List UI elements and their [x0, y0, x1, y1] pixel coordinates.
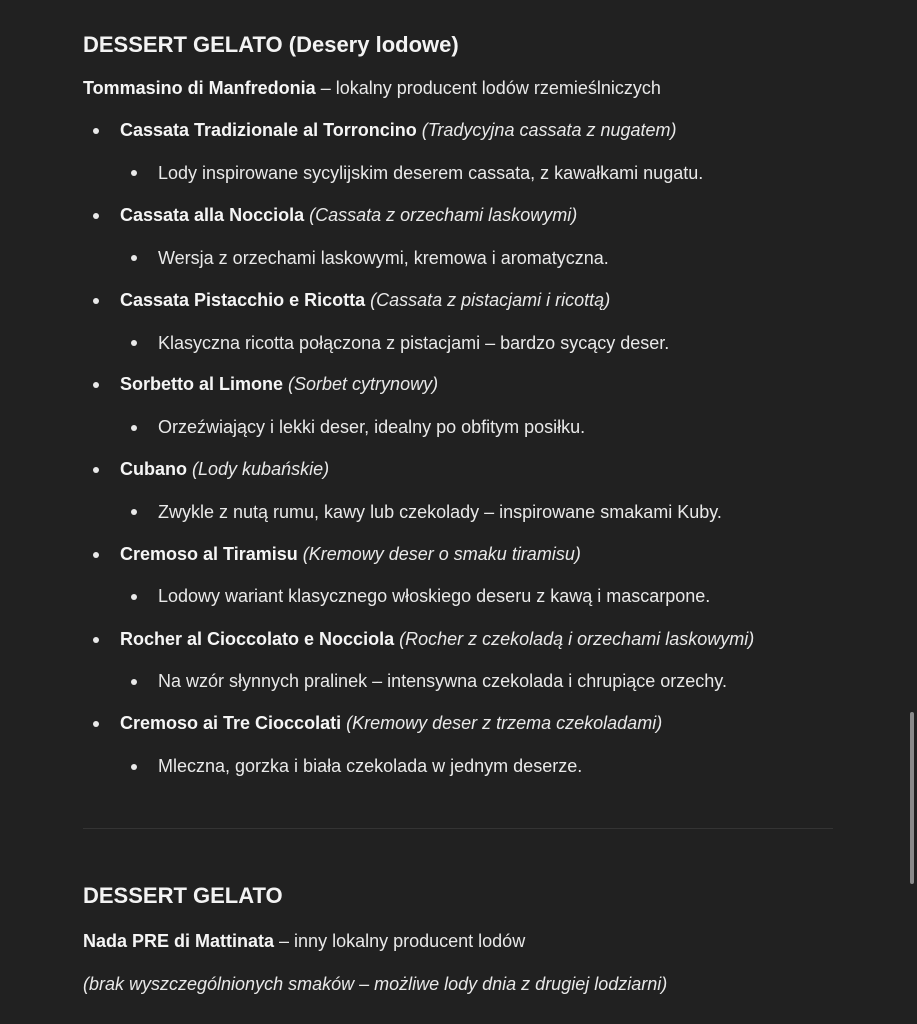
list-item-tre-cioccolati — [120, 714, 662, 732]
note-text: (brak wyszczególnionych smaków – możliwe lody dnia z drugiej lodziarni) — [83, 974, 668, 994]
sub-bullet-icon — [131, 425, 137, 431]
list-item-cassata-nocciola — [120, 206, 577, 224]
vertical-scrollbar[interactable] — [910, 712, 914, 884]
list-item-sorbetto-limone — [120, 375, 438, 393]
bullet-icon — [93, 721, 99, 727]
producer-name: Nada PRE di Mattinata — [83, 931, 275, 951]
item-name: Rocher al Cioccolato e Nocciola — [120, 629, 395, 649]
bullet-icon — [93, 128, 99, 134]
section-title-dessert-gelato-desery-lodowe: DESSERT GELATO (Desery lodowe) — [83, 32, 459, 57]
item-translation: (Cassata z orzechami laskowymi) — [309, 205, 578, 225]
item-translation: (Cassata z pistacjami i ricottą) — [370, 290, 611, 310]
item-name: Cremoso al Tiramisu — [120, 544, 298, 564]
list-item-cremoso-tiramisu — [120, 545, 581, 563]
producer-description: – inny lokalny producent lodów — [274, 931, 526, 951]
list-item-cassata-tradizionale — [120, 121, 677, 139]
item-translation: (Rocher z czekoladą i orzechami laskowymi) — [399, 629, 755, 649]
item-description: Lodowy wariant klasycznego włoskiego deseru z kawą i mascarpone. — [158, 586, 711, 606]
bullet-icon — [93, 298, 99, 304]
section-title-dessert-gelato: DESSERT GELATO — [83, 883, 283, 908]
item-name: Cassata alla Nocciola — [120, 205, 305, 225]
sub-bullet-icon — [131, 764, 137, 770]
sub-bullet-icon — [131, 594, 137, 600]
list-item-rocher — [120, 630, 754, 648]
item-name: Cassata Pistacchio e Ricotta — [120, 290, 366, 310]
item-translation: (Tradycyjna cassata z nugatem) — [421, 120, 677, 140]
item-description: Orzeźwiający i lekki deser, idealny po obfitym posiłku. — [158, 417, 586, 437]
producer-line-nada-pre — [83, 932, 525, 950]
list-item-cubano — [120, 460, 329, 478]
item-description: Lody inspirowane sycylijskim deserem cassata, z kawałkami nugatu. — [158, 163, 704, 183]
producer-description: – lokalny producent lodów rzemieślniczych — [315, 78, 661, 98]
item-description: Mleczna, gorzka i biała czekolada w jednym deserze. — [158, 756, 583, 776]
item-description: Wersja z orzechami laskowymi, kremowa i aromatyczna. — [158, 248, 609, 268]
bullet-icon — [93, 467, 99, 473]
list-item-cassata-pistacchio — [120, 291, 610, 309]
item-translation: (Kremowy deser z trzema czekoladami) — [346, 713, 663, 733]
producer-line-tommasino — [83, 79, 661, 97]
item-translation: (Sorbet cytrynowy) — [288, 374, 439, 394]
producer-name: Tommasino di Manfredonia — [83, 78, 316, 98]
bullet-icon — [93, 213, 99, 219]
item-name: Cubano — [120, 459, 187, 479]
sub-bullet-icon — [131, 679, 137, 685]
item-description: Na wzór słynnych pralinek – intensywna czekolada i chrupiące orzechy. — [158, 671, 727, 691]
item-description: Klasyczna ricotta połączona z pistacjami – bardzo sycący deser. — [158, 333, 670, 353]
bullet-icon — [93, 637, 99, 643]
sub-bullet-icon — [131, 340, 137, 346]
item-description: Zwykle z nutą rumu, kawy lub czekolady – inspirowane smakami Kuby. — [158, 502, 722, 522]
item-translation: (Kremowy deser o smaku tiramisu) — [302, 544, 581, 564]
section-divider — [83, 828, 833, 829]
bullet-icon — [93, 382, 99, 388]
sub-bullet-icon — [131, 170, 137, 176]
item-name: Cassata Tradizionale al Torroncino — [120, 120, 417, 140]
item-name: Cremoso ai Tre Cioccolati — [120, 713, 342, 733]
sub-bullet-icon — [131, 255, 137, 261]
bullet-icon — [93, 552, 99, 558]
item-translation: (Lody kubańskie) — [192, 459, 330, 479]
sub-bullet-icon — [131, 509, 137, 515]
item-name: Sorbetto al Limone — [120, 374, 284, 394]
